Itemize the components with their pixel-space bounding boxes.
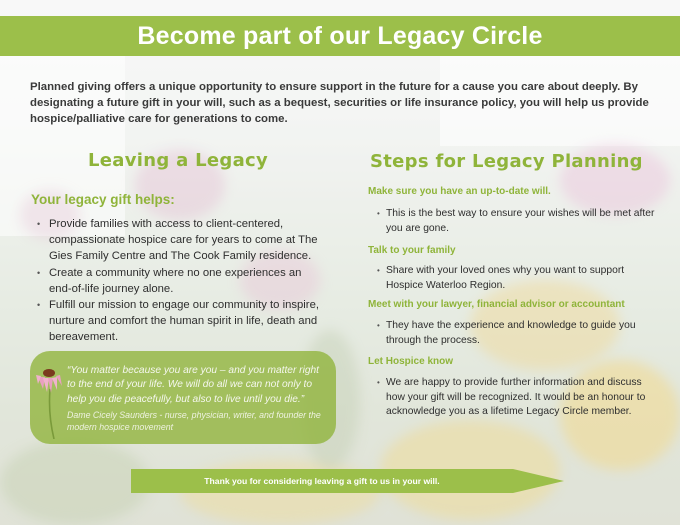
legacy-gift-list bbox=[35, 216, 325, 346]
page-title: Become part of our Legacy Circle bbox=[137, 21, 543, 50]
quote-text: “You matter because you are you – and you matter right to the end of your life. We will do all we can not only to help you die peacefully, but also to live until you die.” bbox=[67, 365, 320, 405]
step-text: • Share with your loved ones why you want to support Hospice Waterloo Region. bbox=[376, 264, 658, 293]
steps-heading: Steps for Legacy Planning bbox=[370, 151, 643, 172]
leaving-legacy-heading: Leaving a Legacy bbox=[88, 150, 269, 171]
quote-attribution: Dame Cicely Saunders - nurse, physician, writer, and founder the modern hospice movement bbox=[67, 410, 321, 432]
thank-you-text: Thank you for considering leaving a gift to us in your will. bbox=[204, 476, 440, 486]
list-item: • Provide families with access to client-centered, compassionate hospice care for years to come at The Gies Family Centre and The Cook Family residence. bbox=[35, 216, 325, 265]
step-text: • We are happy to provide further information and discuss how your gift will be recognized. It would be an honour to acknowledge you as a lifetime Legacy Circle member. bbox=[376, 376, 658, 420]
step-title: Talk to your family bbox=[368, 245, 456, 256]
list-item: • Create a community where no one experiences an end-of-life journey alone. bbox=[35, 265, 325, 297]
thank-you-arrow-banner bbox=[131, 469, 564, 493]
legacy-gift-helps-subheading: Your legacy gift helps: bbox=[31, 192, 175, 207]
step-text: • They have the experience and knowledge to guide you through the process. bbox=[376, 319, 658, 348]
intro-paragraph: Planned giving offers a unique opportunity to ensure support in the future for a cause you care about deeply. By designating a future gift in your will, such as a bequest, securities or life insurance policy, you will help us provide hospice/palliative care for generations to come. bbox=[30, 81, 649, 125]
step-title: Let Hospice know bbox=[368, 356, 454, 367]
title-banner bbox=[0, 16, 680, 56]
step-title: Make sure you have an up-to-date will. bbox=[368, 186, 551, 197]
coneflower-icon bbox=[34, 359, 64, 439]
quote-box bbox=[30, 351, 336, 444]
list-item: • Fulfill our mission to engage our community to inspire, nurture and comfort the human spirit in life, death and bereavement. bbox=[35, 297, 325, 346]
step-title: Meet with your lawyer, financial advisor or accountant bbox=[368, 299, 625, 310]
step-text: • This is the best way to ensure your wishes will be met after you are gone. bbox=[376, 207, 658, 236]
